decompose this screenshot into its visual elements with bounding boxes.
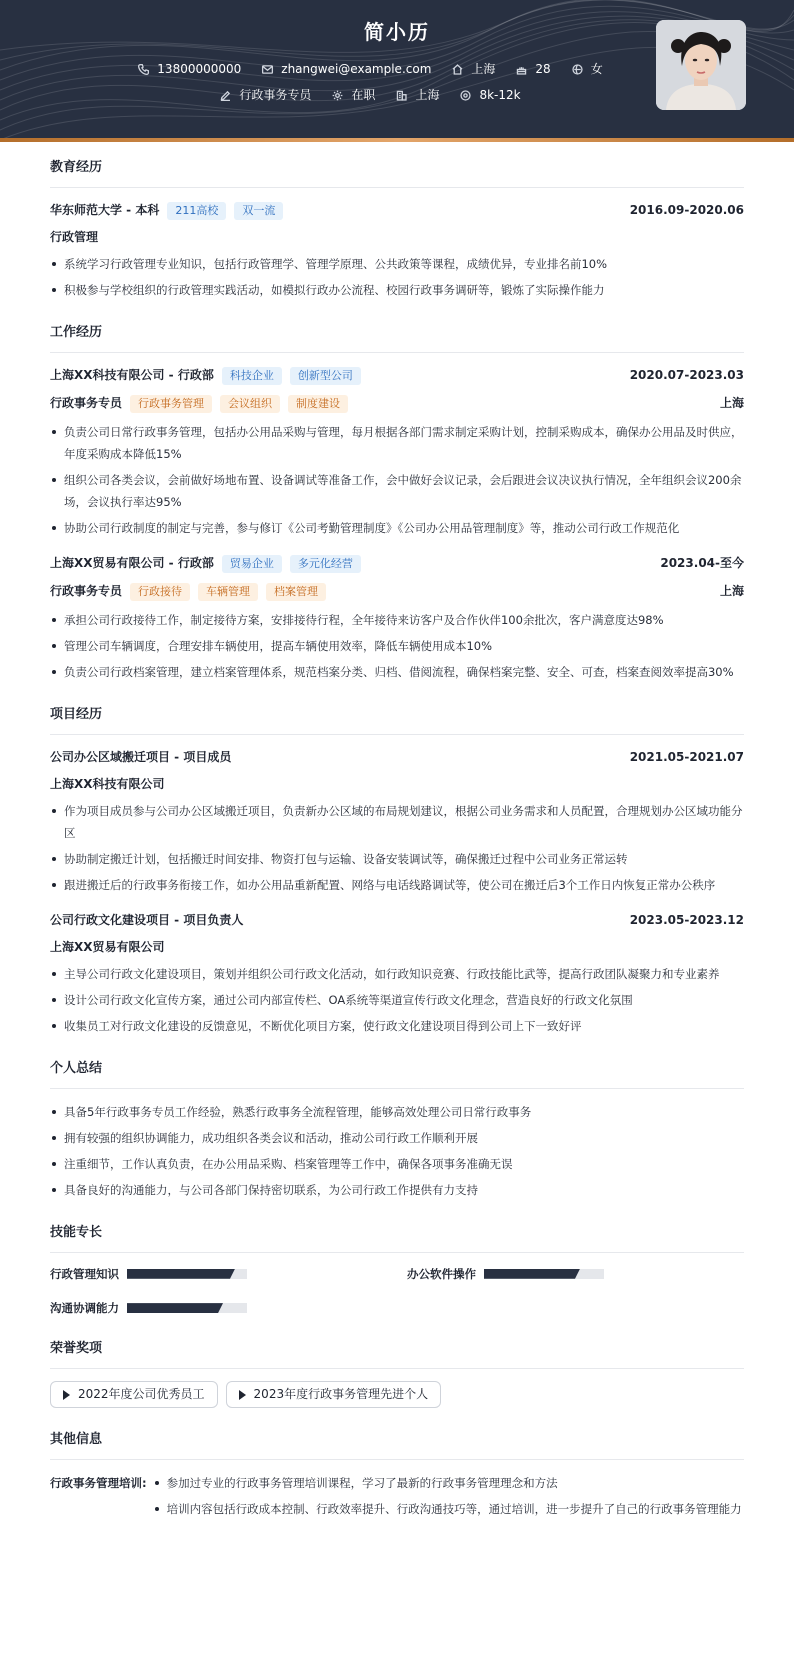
email-info	[261, 60, 431, 79]
project-name: 公司行政文化建设项目 - 项目负责人	[50, 913, 244, 928]
entry-header-left	[50, 201, 283, 220]
bullet-item: 协助制定搬迁计划，包括搬迁时间安排、物资打包与运输、设备安装调试等，确保搬迁过程中公司业务正常运转	[50, 848, 744, 870]
bullet-item: 协助公司行政制度的制定与完善，参与修订《公司考勤管理制度》《公司办公用品管理制度》等，推动公司行政工作规范化	[50, 517, 744, 539]
phone-text: 13800000000	[157, 62, 242, 76]
award-name: 2023年度行政事务管理先进个人	[253, 1387, 429, 1402]
work-entry	[50, 553, 744, 683]
mail-icon	[261, 63, 274, 76]
school-tag: 211高校	[167, 202, 226, 220]
project-company: 上海XX贸易有限公司	[50, 939, 165, 954]
project-entry	[50, 910, 744, 1037]
role-tag: 制度建设	[288, 395, 348, 413]
section-title: 个人总结	[50, 1059, 744, 1089]
avatar	[656, 20, 746, 110]
edit-icon	[219, 89, 232, 102]
entry-header	[50, 365, 744, 387]
project-entry	[50, 747, 744, 896]
gender-info	[571, 60, 603, 79]
skill-name: 沟通协调能力	[50, 1300, 119, 1315]
status-info	[331, 86, 375, 105]
entry-date: 2016.09-2020.06	[629, 203, 744, 218]
bullet-item: 系统学习行政管理专业知识，包括行政管理学、管理学原理、公共政策等课程，成绩优异，专业排名前10%	[50, 253, 744, 275]
role-name: 行政事务专员	[50, 584, 123, 599]
skill-bar	[484, 1269, 604, 1279]
bullet-item: 培训内容包括行政成本控制、行政效率提升、行政沟通技巧等，通过培训，进一步提升了自己的行政事务管理能力	[153, 1498, 744, 1520]
bullet-item: 注重细节，工作认真负责，在办公用品采购、档案管理等工作中，确保各项事务准确无误	[50, 1153, 744, 1175]
location-info	[451, 60, 495, 79]
bullet-item: 负责公司行政档案管理，建立档案管理体系，规范档案分类、归档、借阅流程，确保档案完整、安全、可查，档案查阅效率提高30%	[50, 661, 744, 683]
triangle-right-icon	[239, 1390, 246, 1400]
email-text: zhangwei@example.com	[281, 62, 432, 76]
company-tag: 创新型公司	[290, 367, 361, 385]
phone-info	[137, 60, 241, 79]
major: 行政管理	[50, 229, 99, 244]
bullet-list	[50, 963, 744, 1037]
award-item	[226, 1381, 442, 1408]
salary-info	[459, 86, 520, 105]
school-name: 华东师范大学 - 本科	[50, 203, 160, 218]
summary-section	[50, 1059, 744, 1201]
section-title: 荣誉奖项	[50, 1339, 744, 1369]
role-tag: 行政接待	[130, 583, 190, 601]
award-item	[50, 1381, 218, 1408]
skill-item	[407, 1265, 744, 1283]
gender-text: 女	[590, 62, 603, 76]
home-icon	[451, 63, 464, 76]
role-left	[50, 582, 326, 601]
skill-item	[50, 1265, 387, 1283]
job-intent-row	[0, 86, 740, 105]
age-info	[515, 60, 550, 79]
projects-section	[50, 705, 744, 1037]
role-row	[50, 393, 744, 415]
bullet-item: 收集员工对行政文化建设的反馈意见，不断优化项目方案，使行政文化建设项目得到公司上下一致好评	[50, 1015, 744, 1037]
bullet-item: 设计公司行政文化宣传方案，通过公司内部宣传栏、OA系统等渠道宣传行政文化理念，营造良好的行政文化氛围	[50, 989, 744, 1011]
company-tag: 贸易企业	[222, 555, 282, 573]
phone-icon	[137, 63, 150, 76]
section-title: 技能专长	[50, 1223, 744, 1253]
section-title: 工作经历	[50, 323, 744, 353]
sync-icon	[331, 89, 344, 102]
project-name: 公司办公区域搬迁项目 - 项目成员	[50, 749, 232, 764]
bullet-item: 作为项目成员参与公司办公区域搬迁项目，负责新办公区域的布局规划建议，根据公司业务需求和人员配置，合理规划办公区域功能分区	[50, 800, 744, 844]
entry-header-left	[50, 366, 361, 385]
avatar-portrait	[656, 20, 746, 110]
work-entry	[50, 365, 744, 539]
coin-icon	[459, 89, 472, 102]
bullet-item: 承担公司行政接待工作，制定接待方案，安排接待行程，全年接待来访客户及合作伙伴100余批次，客户满意度达98%	[50, 609, 744, 631]
entry-header-left	[50, 554, 361, 573]
bullet-list	[50, 421, 744, 539]
skill-bar-fill	[127, 1269, 235, 1279]
position-text: 行政事务专员	[239, 88, 312, 102]
age-text: 28	[535, 62, 551, 76]
skill-name: 办公软件操作	[407, 1266, 476, 1281]
awards-section	[50, 1339, 744, 1408]
bullet-list	[50, 1101, 744, 1201]
bullet-list	[153, 1472, 744, 1524]
awards-list	[50, 1381, 744, 1408]
skills-grid	[50, 1265, 744, 1318]
salary-text: 8k-12k	[479, 88, 521, 102]
bullet-list	[50, 253, 744, 301]
role-tag: 会议组织	[220, 395, 280, 413]
education-entry	[50, 200, 744, 301]
project-company: 上海XX科技有限公司	[50, 776, 165, 791]
header-accent-line	[0, 138, 794, 142]
resume-content	[0, 142, 794, 1556]
role-city: 上海	[719, 584, 744, 599]
education-section	[50, 158, 744, 301]
bullet-item: 参加过专业的行政事务管理培训课程，学习了最新的行政事务管理理念和方法	[153, 1472, 744, 1494]
target-city-text: 上海	[415, 88, 440, 102]
other-section	[50, 1430, 744, 1524]
skill-bar	[127, 1303, 247, 1313]
bullet-item: 负责公司日常行政事务管理，包括办公用品采购与管理，每月根据各部门需求制定采购计划，控制采购成本，确保办公用品及时供应，年度采购成本降低15%	[50, 421, 744, 465]
skills-section	[50, 1223, 744, 1318]
entry-date: 2023.05-2023.12	[629, 913, 744, 928]
bullet-item: 跟进搬迁后的行政事务衔接工作，如办公用品重新配置、网络与电话线路调试等，使公司在搬迁后3个工作日内恢复正常办公秩序	[50, 874, 744, 896]
entry-date: 2023.04-至今	[660, 556, 744, 571]
role-name: 行政事务专员	[50, 396, 123, 411]
company-tag: 多元化经营	[290, 555, 361, 573]
entry-header	[50, 747, 744, 769]
entry-header	[50, 910, 744, 932]
skill-name: 行政管理知识	[50, 1266, 119, 1281]
candidate-name: 简小历	[364, 20, 430, 44]
building-icon	[395, 89, 408, 102]
skill-bar	[127, 1269, 247, 1279]
bullet-list	[50, 800, 744, 896]
company-tag: 科技企业	[222, 367, 282, 385]
bullet-item: 拥有较强的组织协调能力，成功组织各类会议和活动，推动公司行政工作顺利开展	[50, 1127, 744, 1149]
other-row	[50, 1472, 744, 1524]
bullet-item: 具备良好的沟通能力，与公司各部门保持密切联系，为公司行政工作提供有力支持	[50, 1179, 744, 1201]
entry-header	[50, 553, 744, 575]
location-text: 上海	[471, 62, 496, 76]
cake-icon	[515, 63, 528, 76]
bullet-item: 管理公司车辆调度，合理安排车辆使用，提高车辆使用效率，降低车辆使用成本10%	[50, 635, 744, 657]
work-section	[50, 323, 744, 683]
entry-date: 2020.07-2023.03	[629, 368, 744, 383]
resume-header	[0, 0, 794, 142]
role-left	[50, 394, 348, 413]
skill-bar-fill	[484, 1269, 580, 1279]
status-text: 在职	[351, 88, 376, 102]
skill-bar-fill	[127, 1303, 223, 1313]
role-row	[50, 581, 744, 603]
company-name: 上海XX科技有限公司 - 行政部	[50, 368, 214, 383]
other-label: 行政事务管理培训:	[50, 1476, 147, 1491]
company-name: 上海XX贸易有限公司 - 行政部	[50, 556, 214, 571]
role-tag: 行政事务管理	[130, 395, 212, 413]
gender-icon	[571, 63, 584, 76]
role-tag: 档案管理	[266, 583, 326, 601]
role-city: 上海	[719, 396, 744, 411]
target-city-info	[395, 86, 439, 105]
entry-date: 2021.05-2021.07	[629, 749, 744, 764]
role-tag: 车辆管理	[198, 583, 258, 601]
bullet-item: 具备5年行政事务专员工作经验，熟悉行政事务全流程管理，能够高效处理公司日常行政事务	[50, 1101, 744, 1123]
bullet-item: 主导公司行政文化建设项目，策划并组织公司行政文化活动，如行政知识竞赛、行政技能比武等，提高行政团队凝聚力和专业素养	[50, 963, 744, 985]
bullet-list	[50, 609, 744, 683]
entry-header	[50, 200, 744, 222]
section-title: 项目经历	[50, 705, 744, 735]
triangle-right-icon	[63, 1390, 70, 1400]
contact-info-row	[0, 60, 740, 79]
school-tag: 双一流	[234, 202, 283, 220]
award-name: 2022年度公司优秀员工	[78, 1387, 205, 1402]
bullet-item: 组织公司各类会议，会前做好场地布置、设备调试等准备工作，会中做好会议记录，会后跟进会议决议执行情况，全年组织会议200余场，会议执行率达95%	[50, 469, 744, 513]
bullet-item: 积极参与学校组织的行政管理实践活动，如模拟行政办公流程、校园行政事务调研等，锻炼了实际操作能力	[50, 279, 744, 301]
skill-item	[50, 1299, 387, 1317]
position-info	[219, 86, 311, 105]
section-title: 其他信息	[50, 1430, 744, 1460]
section-title: 教育经历	[50, 158, 744, 188]
